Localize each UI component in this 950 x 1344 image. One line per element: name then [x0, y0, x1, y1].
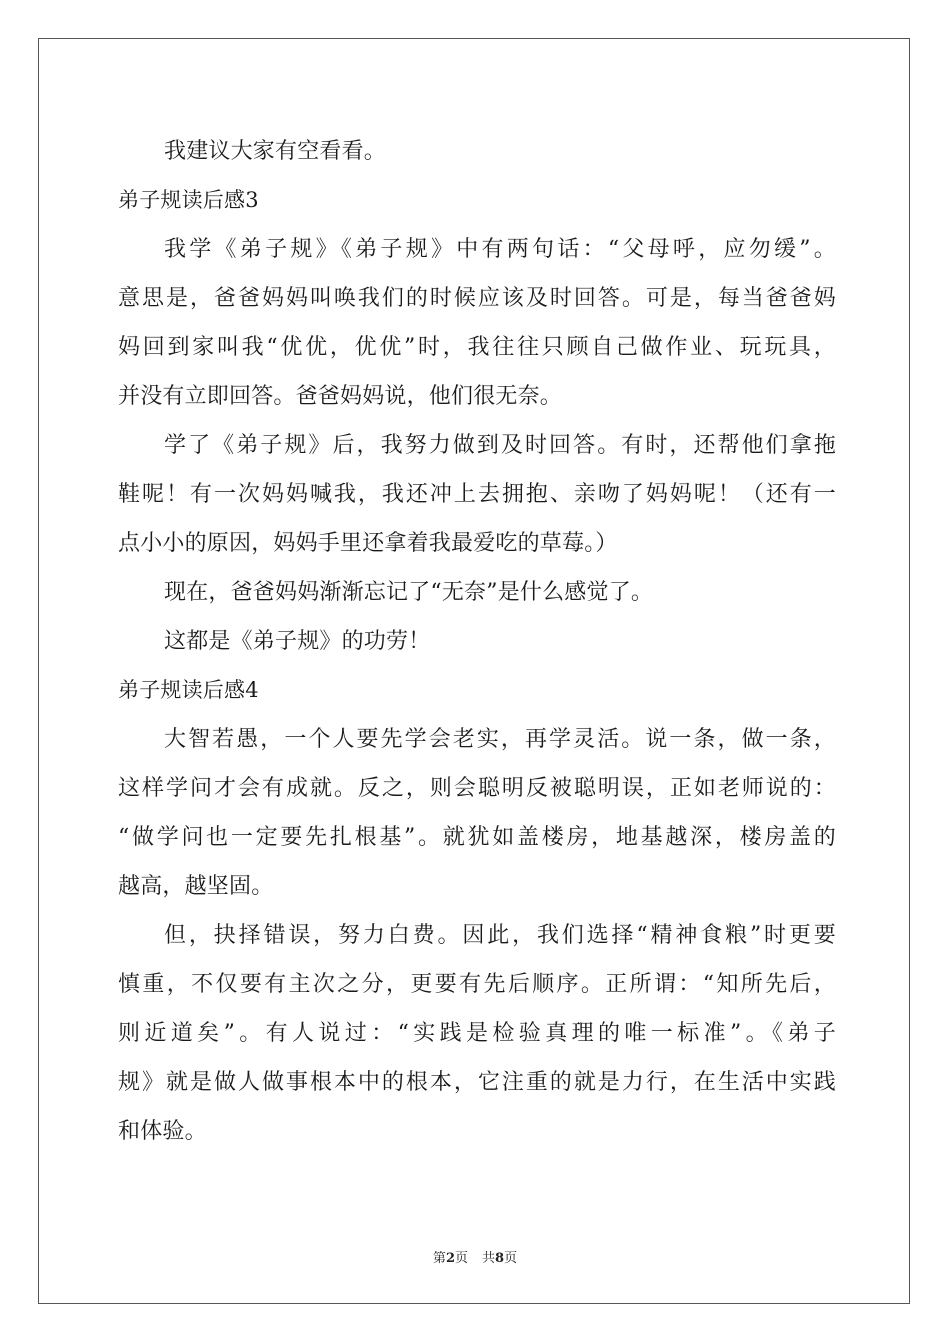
text-line: 规》就是做人做事根本中的根本，它注重的就是力行，在生活中实践: [118, 1070, 836, 1095]
footer-total-prefix: 共: [482, 1251, 496, 1266]
text-line: 点小小的原因，妈妈手里还拿着我最爱吃的草莓。）: [118, 531, 618, 556]
text-line: 我学《弟子规》《弟子规》中有两句话：“父母呼，应勿缓”。: [164, 237, 836, 262]
section-heading: 弟子规读后感4: [118, 678, 259, 702]
footer-total-pages: 8: [495, 1251, 505, 1266]
text-line: 这样学问才会有成就。反之，则会聪明反被聪明误，正如老师说的：: [118, 776, 836, 801]
text-line: 学了《弟子规》后，我努力做到及时回答。有时，还帮他们拿拖: [164, 433, 836, 458]
footer-current-page: 2: [445, 1251, 455, 1266]
text-line: 妈回到家叫我“优优，优优”时，我往往只顾自己做作业、玩玩具，: [118, 335, 836, 360]
text-line: 我建议大家有空看看。: [164, 139, 387, 164]
footer-page-prefix: 第: [432, 1251, 446, 1266]
text-line: 并没有立即回答。爸爸妈妈说，他们很无奈。: [118, 384, 563, 409]
footer-total-suffix: 页: [504, 1251, 518, 1266]
text-line: 现在，爸爸妈妈渐渐忘记了“无奈”是什么感觉了。: [164, 580, 654, 605]
section-heading: 弟子规读后感3: [118, 188, 259, 212]
document-body: [118, 127, 836, 1156]
text-line: 大智若愚，一个人要先学会老实，再学灵活。说一条，做一条，: [164, 727, 836, 752]
text-line: 则近道矣”。有人说过：“实践是检验真理的唯一标准”。《弟子: [118, 1021, 836, 1046]
text-line: 但，抉择错误，努力白费。因此，我们选择“精神食粮”时更要: [164, 923, 836, 948]
text-line: 越高，越坚固。: [118, 874, 274, 899]
text-line: 和体验。: [118, 1119, 207, 1144]
text-line: 鞋呢！有一次妈妈喊我，我还冲上去拥抱、亲吻了妈妈呢！（还有一: [118, 482, 836, 507]
text-line: 慎重，不仅要有主次之分，更要有先后顺序。正所谓：“知所先后，: [118, 972, 836, 997]
page-footer: [0, 1247, 950, 1266]
text-line: “做学问也一定要先扎根基”。就犹如盖楼房，地基越深，楼房盖的: [118, 825, 836, 850]
text-line: 这都是《弟子规》的功劳！: [164, 629, 431, 654]
text-line: 意思是，爸爸妈妈叫唤我们的时候应该及时回答。可是，每当爸爸妈: [118, 286, 836, 311]
footer-page-suffix: 页: [454, 1251, 468, 1266]
